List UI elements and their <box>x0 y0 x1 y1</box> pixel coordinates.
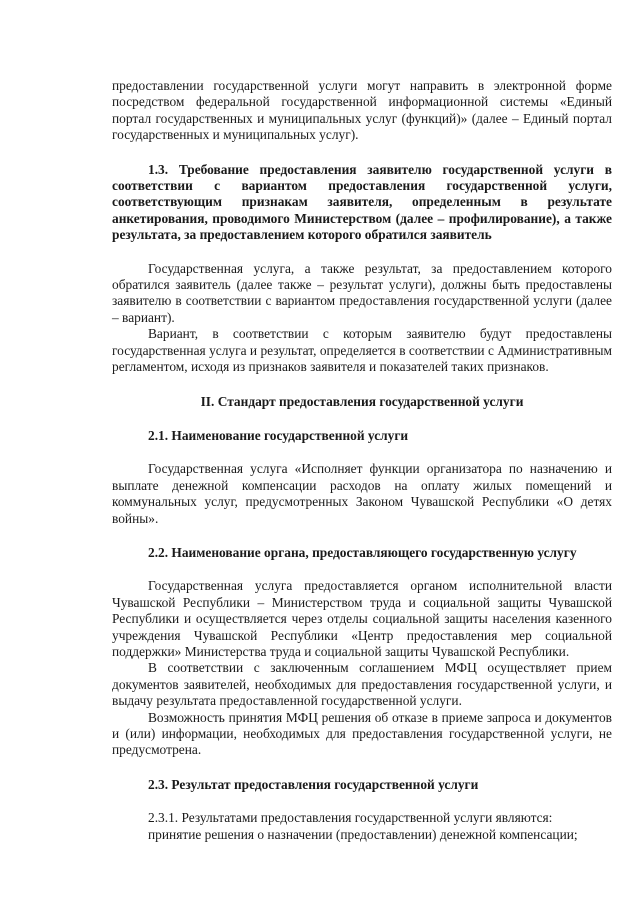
paragraph-2-3-1: 2.3.1. Результатами предоставления государственной услуги являются: <box>148 810 553 826</box>
paragraph-2-1: Государственная услуга «Исполняет функции организатора по назначению и выплате денежной компенсации расходов на оплату жилых помещений и коммунальных услуг, предусмотренных Законом Чувашской Республики «О детях войны». <box>112 461 612 526</box>
intro-paragraph: предоставлении государственной услуги могут направить в электронной форме посредством федеральной государственной информационной системы «Единый портал государственных и муниципальных услуг (функций)» (далее – Единый портал государственных и муниципальных услуг). <box>112 78 612 143</box>
heading-2-3: 2.3. Результат предоставления государственной услуги <box>148 776 479 792</box>
heading-2-1: 2.1. Наименование государственной услуги <box>148 427 409 443</box>
paragraph-2-2-a: Государственная услуга предоставляется органом исполнительной власти Чувашской Республики – Министерством труда и социальной защиты Чувашской Республики и осуществляется через отделы социальной защиты населения казенного учреждения Чувашской Республики «Центр предоставления мер социальной поддержки» Министерства труда и социальной защиты Чувашской Республики. <box>112 578 612 659</box>
paragraph-2-2-b: В соответствии с заключенным соглашением МФЦ осуществляет прием документов заявителей, необходимых для предоставления государственной услуги, и выдачу результата предоставленной государственной услуги. <box>112 660 612 709</box>
heading-2-2: 2.2. Наименование органа, предоставляющего государственную услугу <box>148 544 577 560</box>
paragraph-1-3-b: Вариант, в соответствии с которым заявителю будут предоставлены государственная услуга и результат, определяется в соответствии с Административным регламентом, исходя из признаков заявителя и показателей таких признаков. <box>112 326 612 375</box>
paragraph-2-2-c: Возможность принятия МФЦ решения об отказе в приеме запроса и документов и (или) информации, необходимых для предоставления государственной услуги, не предусмотрена. <box>112 709 612 758</box>
paragraph-1-3-a: Государственная услуга, а также результат, за предоставлением которого обратился заявитель (далее также – результат услуги), должны быть предоставлены заявителю в соответствии с вариантом предоставления государственной услуги (далее – вариант). <box>112 260 612 325</box>
document-body <box>112 78 612 843</box>
heading-1-3: 1.3. Требование предоставления заявителю государственной услуги в соответствии с вариантом предоставления государственной услуги, соответствующим признакам заявителя, определенным в результате анкетирования, проводимого Министерством (далее – профилирование), а также результата, за предоставлением которого обратился заявитель <box>112 161 612 243</box>
heading-section-II: II. Стандарт предоставления государственной услуги <box>200 393 524 409</box>
paragraph-2-3-2: принятие решения о назначении (предоставлении) денежной компенсации; <box>148 826 578 842</box>
